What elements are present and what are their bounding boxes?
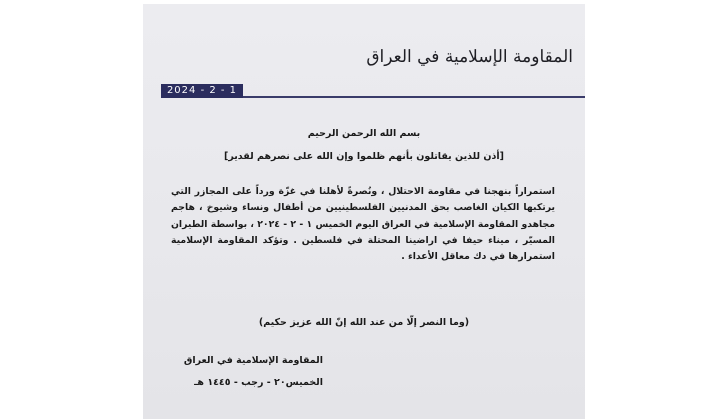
basmala: بسم الله الرحمن الرحيم bbox=[307, 128, 421, 139]
statement-body: استمراراً بنهجنا في مقاومة الاحتلال ، ونُصرةً لأهلنا في غزّة ورداً على المجازر التي يرتكبها الكيان الغاصب بحق المدنيين الفلسطينيين من أطفال ونساء وشيوخ ، هاجم مجاهدو المقاومة الإسلامية في العراق اليوم الخميس ١ - ٢ - ٢٠٢٤ ، بواسطة الطيران المسيّر ، ميناء حيفا في اراضينا المحتلة في فلسطين . وتؤكد المقاومة الإسلامية استمرارها في دك معاقل الأعداء . bbox=[171, 186, 555, 263]
signature-name: المقاومة الإسلامية في العراق bbox=[183, 355, 323, 366]
statement-page bbox=[143, 4, 585, 419]
signature-block bbox=[173, 350, 323, 394]
date-badge: 2024 - 2 - 1 bbox=[161, 84, 243, 98]
opening-verse: [أذن للذين يقاتلون بأنهم ظلموا وإن الله على نصرهم لقدير] bbox=[223, 151, 504, 162]
organization-logo-text: المقاومة الإسلامية في العراق bbox=[366, 47, 573, 67]
header-divider bbox=[243, 96, 585, 98]
closing-verse: (وما النصر إلّا من عند الله إنّ الله عزيز حكيم) bbox=[258, 317, 470, 328]
signature-date: الخميس٢٠ - رجب - ١٤٤٥ هـ bbox=[194, 377, 323, 388]
